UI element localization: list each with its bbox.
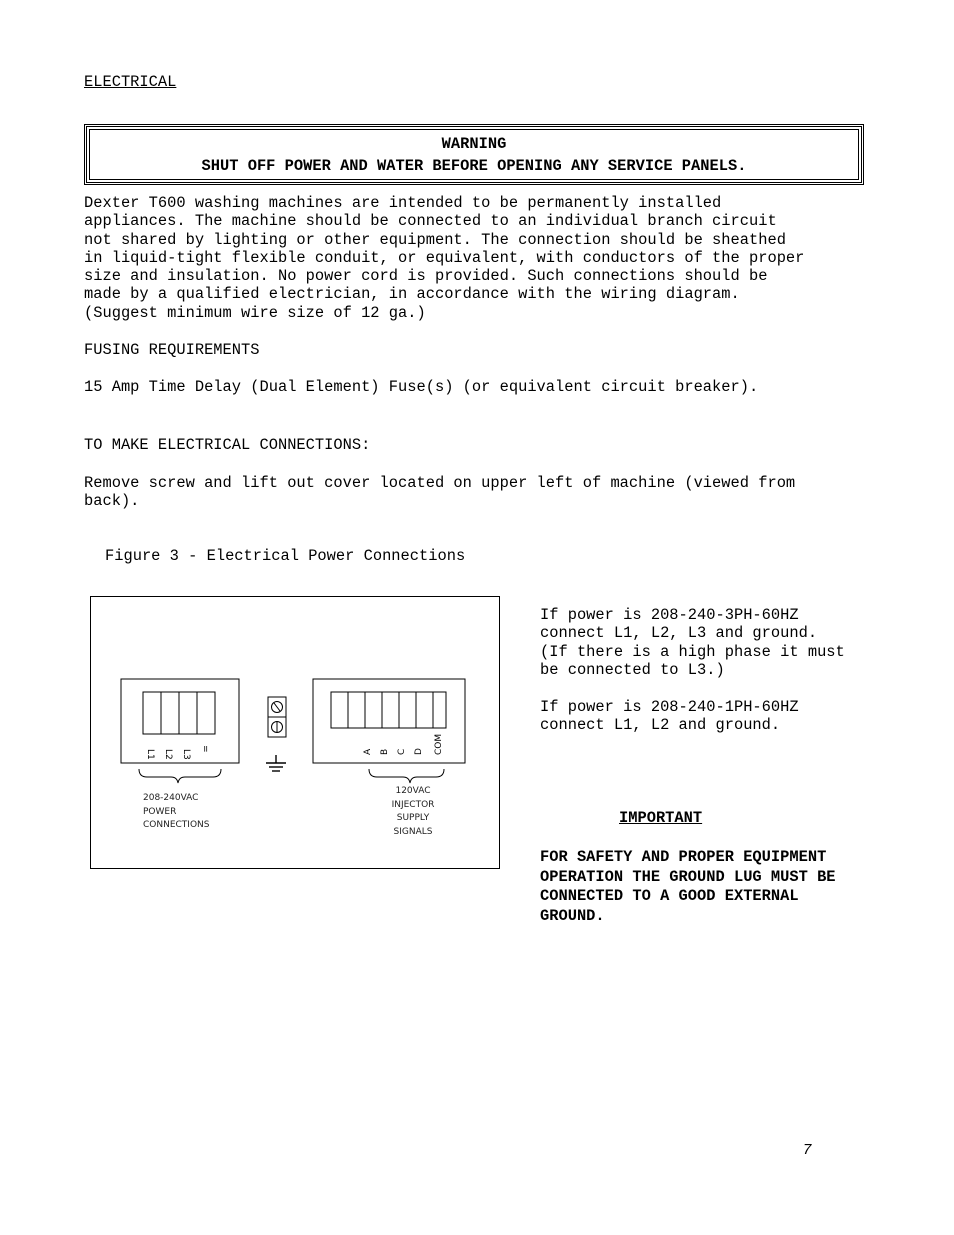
section-title: ELECTRICAL [84,73,177,91]
intro-line: appliances. The machine should be connected to an individual branch circuit [84,212,777,231]
power-terminal-label: L2 [163,749,173,760]
connections-line: back). [84,492,140,511]
intro-line: not shared by lighting or other equipment. The connection should be sheathed [84,230,786,249]
connections-line: Remove screw and lift out cover located on upper left of machine (viewed from [84,474,796,492]
power-terminal-label: L3 [181,749,191,760]
signal-terminal-label: COM [434,733,444,755]
warning-box [84,124,864,185]
signal-terminal-slot [348,692,365,728]
intro-paragraph [84,194,870,322]
intro-line: (Suggest minimum wire size of 12 ga.) [84,303,426,322]
power-terminal-label: L1 [145,749,155,760]
fusing-heading: FUSING REQUIREMENTS [84,341,260,359]
signal-terminal-slot [382,692,399,728]
power-terminal-slot [161,692,179,734]
note-line: If power is 208-240-1PH-60HZ [540,698,799,716]
warning-message: SHUT OFF POWER AND WATER BEFORE OPENING ANY SERVICE PANELS. [201,157,747,175]
signal-terminal-slot [433,692,446,728]
ground-symbol-icon [266,755,286,771]
power-terminal-slot [197,692,215,734]
note-line: be connected to L3.) [540,660,725,679]
intro-line: in liquid-tight flexible conduit, or equivalent, with conductors of the proper [84,248,805,267]
signal-terminal-slot [365,692,382,728]
important-line: CONNECTED TO A GOOD EXTERNAL [540,887,799,906]
important-line: OPERATION THE GROUND LUG MUST BE [540,867,836,886]
power-label-line: POWER [143,806,177,817]
power-terminal-label: = [200,745,210,753]
signal-terminal-label: B [380,748,390,755]
ground-screw-slot [274,703,280,711]
injector-signals-label [363,785,463,839]
signal-label-line: SIGNALS [393,826,433,837]
power-brace [139,769,221,783]
power-connections-label [143,792,210,833]
signal-terminal-slot [416,692,433,728]
warning-title: WARNING [441,135,507,153]
page-number: 7 [803,1141,812,1158]
three-phase-note [540,606,870,679]
fusing-text: 15 Amp Time Delay (Dual Element) Fuse(s) (or equivalent circuit breaker). [84,378,759,396]
important-heading: IMPORTANT [619,809,703,827]
signal-terminal-slot [331,692,348,728]
power-terminal-slot [179,692,197,734]
intro-line: Dexter T600 washing machines are intended to be permanently installed [84,194,722,212]
important-line: FOR SAFETY AND PROPER EQUIPMENT [540,848,827,866]
signal-terminal-label: C [397,748,407,755]
signal-label-line: 120VAC [395,786,431,796]
signal-label-line: SUPPLY [396,813,430,823]
signal-label-line: INJECTOR [391,799,435,810]
signal-terminal-label: A [363,748,373,755]
signal-terminal-slot [399,692,416,728]
signal-brace [369,769,444,783]
note-line: If power is 208-240-3PH-60HZ [540,606,799,624]
power-label-line: CONNECTIONS [143,820,210,830]
power-terminal-slot [143,692,161,734]
connections-text [84,474,870,511]
single-phase-note [540,698,870,735]
note-line: connect L1, L2, L3 and ground. [540,624,818,643]
note-line: (If there is a high phase it must [540,642,845,661]
note-line: connect L1, L2 and ground. [540,716,781,735]
important-line: GROUND. [540,907,605,926]
important-text [540,848,870,927]
power-label-line: 208-240VAC [143,793,199,803]
wiring-figure [90,596,500,869]
intro-line: size and insulation. No power cord is provided. Such connections should be [84,267,768,286]
intro-line: made by a qualified electrician, in accordance with the wiring diagram. [84,285,740,304]
signal-terminal-label: D [414,748,424,755]
connections-heading: TO MAKE ELECTRICAL CONNECTIONS: [84,436,371,454]
figure-caption: Figure 3 - Electrical Power Connections [105,547,466,565]
